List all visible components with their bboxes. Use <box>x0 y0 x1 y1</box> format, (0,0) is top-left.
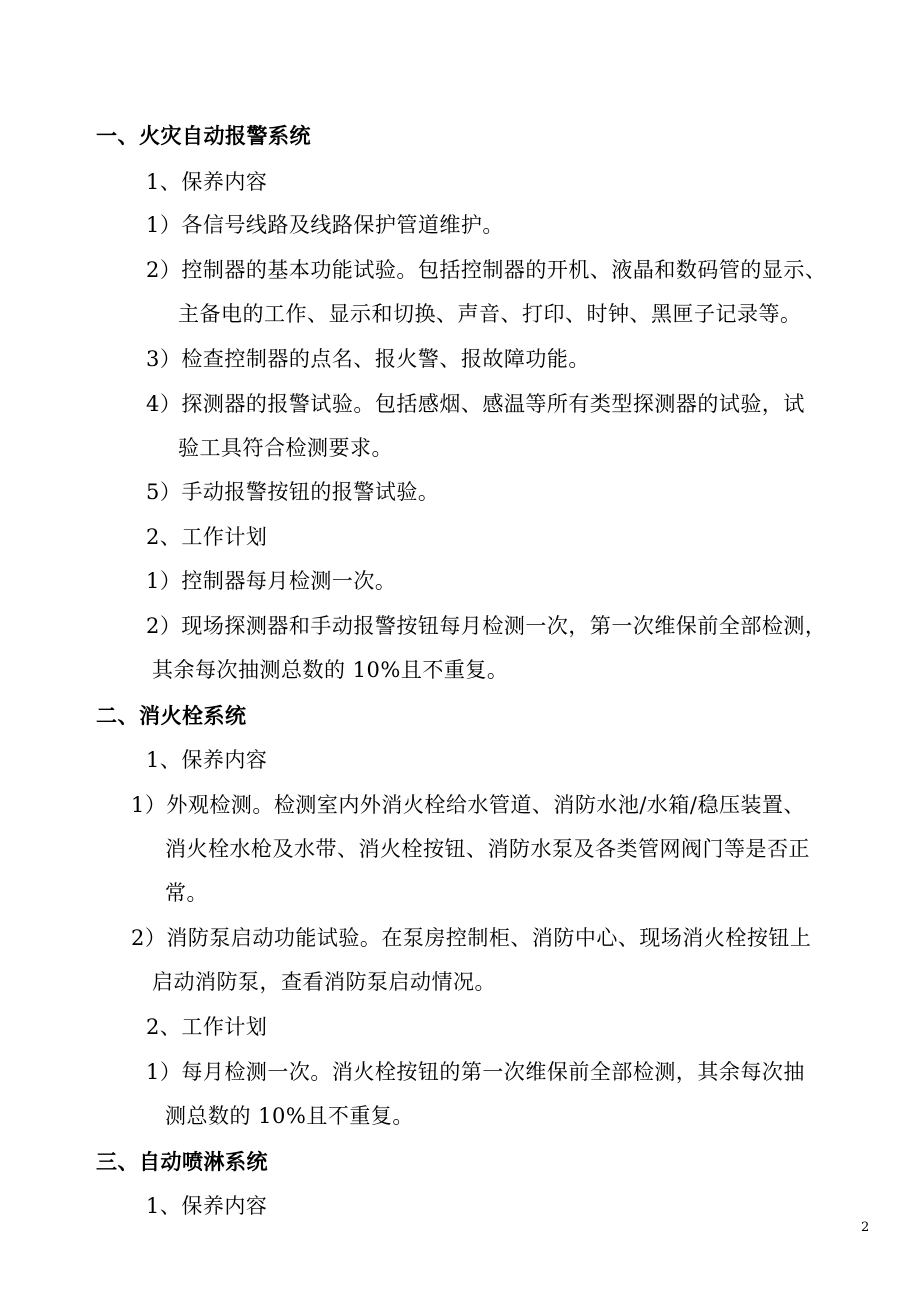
section-1-plan-heading: 2、工作计划 <box>146 525 268 549</box>
s2-plan-item-1-cont: 测总数的 10%且不重复。 <box>165 1104 414 1128</box>
section-3-maintenance-heading: 1、保养内容 <box>146 1194 268 1218</box>
s1-maint-item-5: 5）手动报警按钮的报警试验。 <box>146 480 440 504</box>
s1-maint-item-2: 2）控制器的基本功能试验。包括控制器的开机、液晶和数码管的显示、 <box>146 258 827 282</box>
page-number: 2 <box>861 1220 870 1235</box>
s2-maint-item-1-cont-2: 常。 <box>165 881 208 905</box>
s1-maint-item-2-cont: 主备电的工作、显示和切换、声音、打印、时钟、黑匣子记录等。 <box>178 302 802 326</box>
s1-maint-item-3: 3）检查控制器的点名、报火警、报故障功能。 <box>146 347 590 371</box>
s1-plan-item-1: 1）控制器每月检测一次。 <box>146 569 397 593</box>
s2-maint-item-1: 1）外观检测。检测室内外消火栓给水管道、消防水池/水箱/稳压装置、 <box>131 793 806 817</box>
section-2-plan-heading: 2、工作计划 <box>146 1015 268 1039</box>
s2-plan-item-1: 1）每月检测一次。消火栓按钮的第一次维保前全部检测，其余每次抽 <box>146 1060 805 1084</box>
s2-maint-item-2: 2）消防泵启动功能试验。在泵房控制柜、消防中心、现场消火栓按钮上 <box>131 926 812 950</box>
section-3-title: 三、自动喷淋系统 <box>96 1150 268 1174</box>
s2-maint-item-1-cont-1: 消火栓水枪及水带、消火栓按钮、消防水泵及各类管网阀门等是否正 <box>165 837 810 861</box>
s1-maint-item-4: 4）探测器的报警试验。包括感烟、感温等所有类型探测器的试验，试 <box>146 392 805 416</box>
s2-maint-item-2-cont: 启动消防泵，查看消防泵启动情况。 <box>152 970 496 994</box>
section-2-title: 二、消火栓系统 <box>96 704 247 728</box>
s1-maint-item-1: 1）各信号线路及线路保护管道维护。 <box>146 213 504 237</box>
s1-maint-item-4-cont: 验工具符合检测要求。 <box>178 436 393 460</box>
section-1-title: 一、火灾自动报警系统 <box>96 124 311 148</box>
s1-plan-item-2: 2）现场探测器和手动报警按钮每月检测一次，第一次维保前全部检测， <box>146 614 827 638</box>
s1-plan-item-2-cont: 其余每次抽测总数的 10%且不重复。 <box>152 658 509 682</box>
section-1-maintenance-heading: 1、保养内容 <box>146 170 268 194</box>
section-2-maintenance-heading: 1、保养内容 <box>146 748 268 772</box>
